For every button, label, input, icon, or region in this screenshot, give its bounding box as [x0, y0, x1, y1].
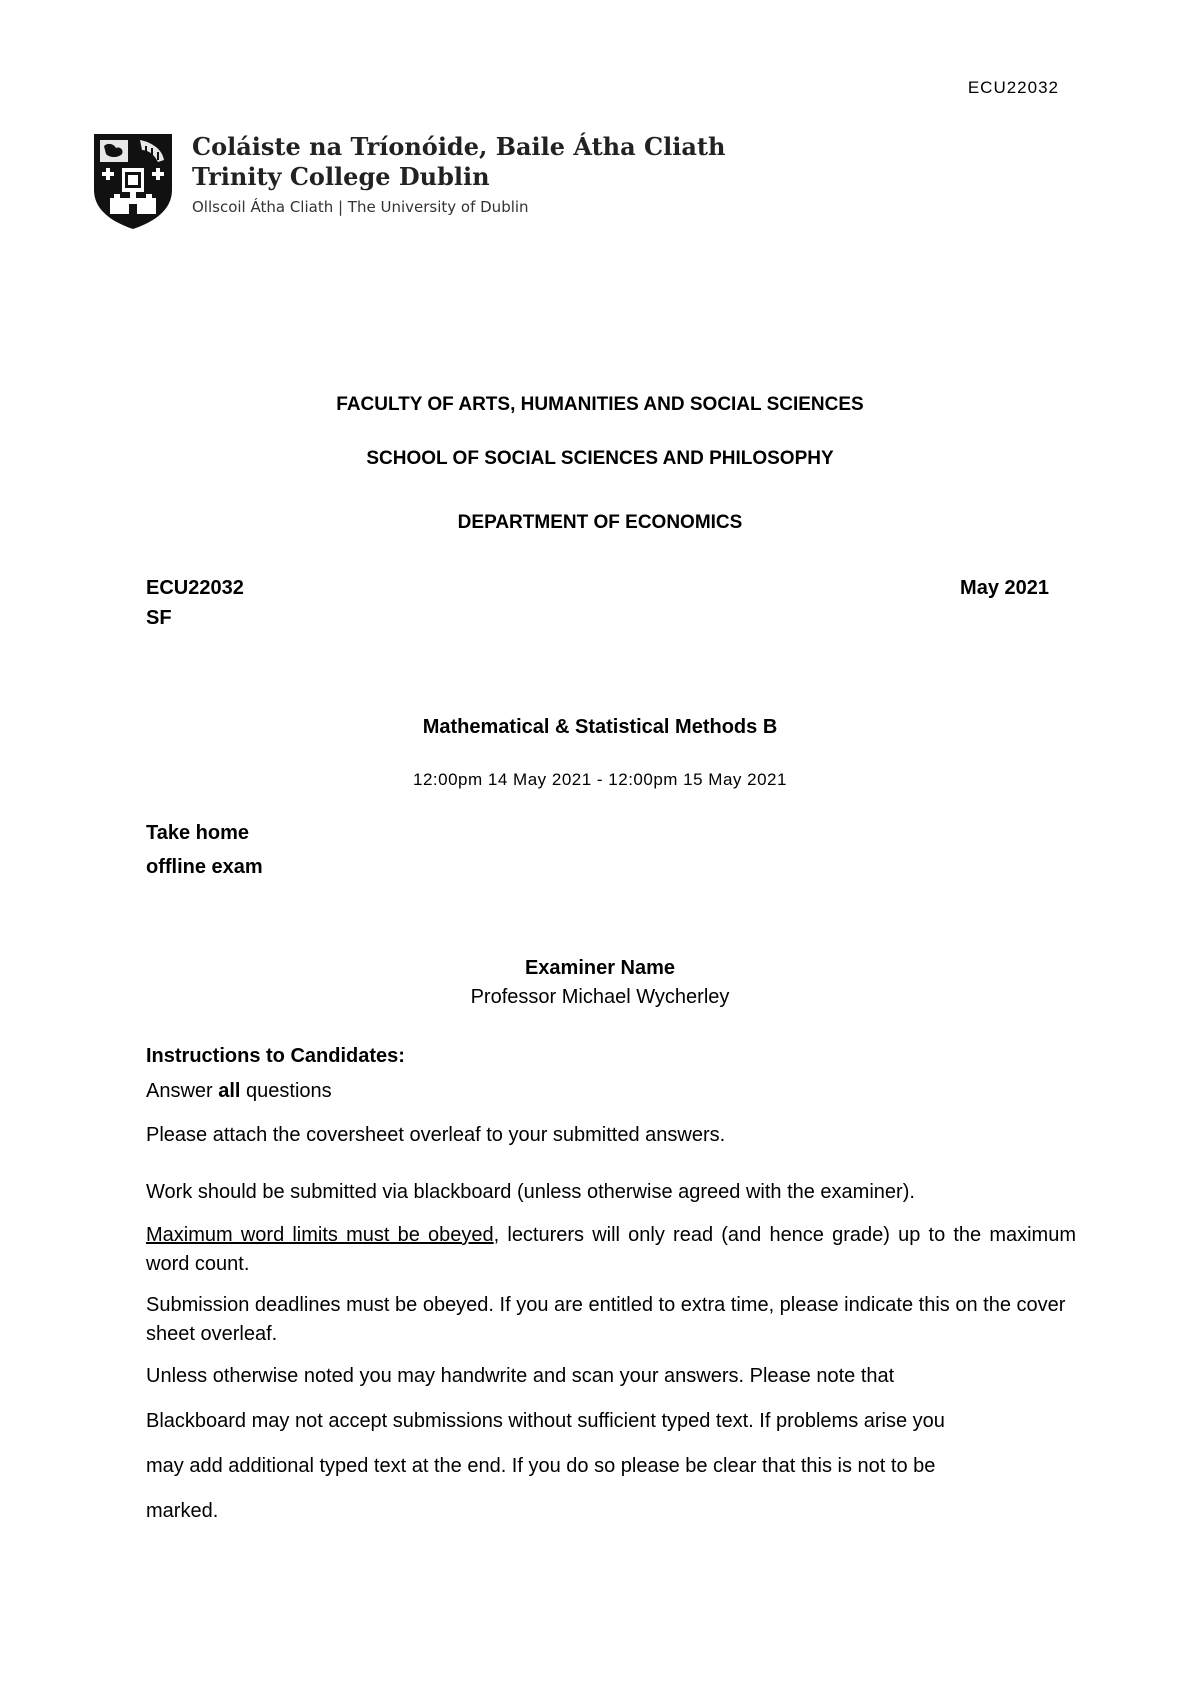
- exam-type-line2: offline exam: [146, 856, 263, 878]
- tcd-logo: [92, 132, 725, 230]
- answer-suffix: questions: [240, 1080, 332, 1102]
- examiner-name: Professor Michael Wycherley: [470, 986, 730, 1008]
- answer-prefix: Answer: [146, 1080, 219, 1102]
- faculty-heading: FACULTY OF ARTS, HUMANITIES AND SOCIAL SCIENCES: [336, 394, 864, 415]
- college-crest-icon: [92, 132, 174, 230]
- word-limit-rest: , lecturers will only read (and hence grade) up to the maximum word count.: [146, 1224, 1077, 1275]
- logo-university-subtitle: Ollscoil Átha Cliath | The University of Dublin: [192, 198, 529, 216]
- exam-type-line1: Take home: [146, 822, 249, 844]
- header-course-code: ECU22032: [967, 78, 1059, 97]
- department-heading: DEPARTMENT OF ECONOMICS: [457, 512, 743, 533]
- instruction-word-limit: [146, 1221, 1076, 1279]
- logo-english-name: Trinity College Dublin: [192, 162, 490, 191]
- course-term: SF: [146, 607, 172, 629]
- examiner-label: Examiner Name: [524, 957, 676, 979]
- instruction-deadlines: Submission deadlines must be obeyed. If you are entitled to extra time, please indicate this on the cover sheet overleaf.: [146, 1294, 1066, 1345]
- instruction-handwrite-line3: may add additional typed text at the end. If you do so please be clear that this is not to be: [146, 1455, 936, 1477]
- word-limit-underlined: Maximum word limits must be obeyed: [146, 1224, 494, 1246]
- exam-time-window: 12:00pm 14 May 2021 - 12:00pm 15 May 2021: [413, 770, 787, 789]
- instruction-handwrite-line1: Unless otherwise noted you may handwrite and scan your answers. Please note that: [146, 1365, 895, 1387]
- instruction-attach-coversheet: Please attach the coversheet overleaf to your submitted answers.: [146, 1124, 726, 1146]
- instruction-answer-all: [146, 1077, 1076, 1106]
- exam-month: May 2021: [960, 577, 1049, 599]
- logo-irish-name: Coláiste na Tríonóide, Baile Átha Cliath: [192, 132, 726, 161]
- course-title: Mathematical & Statistical Methods B: [422, 716, 778, 738]
- answer-all-emphasis: all: [218, 1080, 241, 1102]
- instruction-submit-blackboard: Work should be submitted via blackboard (unless otherwise agreed with the examiner).: [146, 1181, 915, 1203]
- instruction-handwrite-line2: Blackboard may not accept submissions without sufficient typed text. If problems arise you: [146, 1410, 945, 1432]
- course-code: ECU22032: [146, 577, 244, 599]
- instruction-handwrite-line4: marked.: [146, 1500, 219, 1522]
- school-heading: SCHOOL OF SOCIAL SCIENCES AND PHILOSOPHY: [366, 448, 834, 469]
- instructions-title: Instructions to Candidates:: [146, 1045, 405, 1067]
